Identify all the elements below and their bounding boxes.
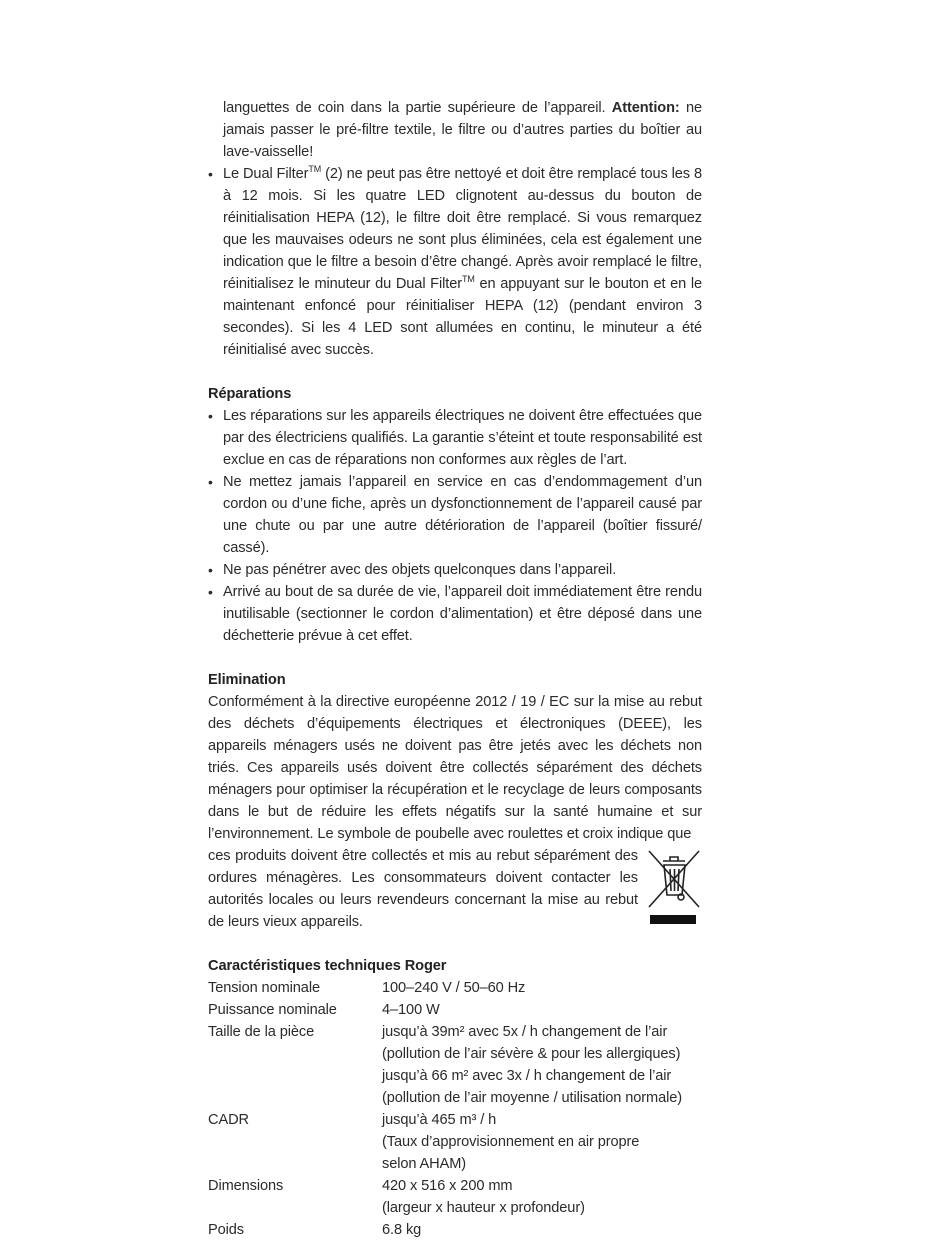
- reset-instructions-text: en appuyant sur le bouton et en le maintenant enfoncé pour réinitialiser HEPA (12) (pendant environ 3 secondes). Si les 4 LED sont allumées en continu, le minuteur a été réinitialisé avec succès.: [223, 276, 702, 358]
- table-row: [208, 999, 702, 1021]
- spec-value: [382, 1175, 702, 1219]
- list-item: • Ne pas pénétrer avec des objets quelconques dans l’appareil.: [208, 559, 702, 581]
- crossed-out-wheelie-bin-icon: [646, 845, 702, 925]
- spec-value: [382, 977, 702, 999]
- spec-label: Puissance nominale: [208, 1002, 337, 1018]
- intro-continuation: [208, 97, 702, 163]
- spec-value: [382, 1109, 702, 1175]
- table-row: [208, 977, 702, 999]
- spec-value-line: 100–240 V / 50–60 Hz: [382, 980, 526, 996]
- spec-label: Poids: [208, 1222, 245, 1238]
- disposal-paragraph-continued: ces produits doivent être collectés et mis au rebut séparément des ordures ménagères. Les consommateurs doivent contacter les autorités locales ou leurs revendeurs concernant la mise au rebut de leurs vieux appareils.: [208, 848, 638, 930]
- disposal-icon-block: [208, 845, 702, 933]
- continuation-text: languettes de coin dans la partie supérieure de l’appareil.: [223, 100, 606, 116]
- spec-value-line: (pollution de l’air moyenne / utilisation normale): [382, 1090, 683, 1106]
- intro-bullet-list: [208, 163, 702, 361]
- spec-value-line: (Taux d’approvisionnement en air propre: [382, 1134, 640, 1150]
- spec-value: [382, 999, 702, 1021]
- trademark-mark: TM: [308, 164, 322, 175]
- table-row: [208, 1175, 702, 1219]
- repairs-bullet-list: [208, 405, 702, 647]
- table-row: [208, 1219, 702, 1241]
- table-row: [208, 1109, 702, 1175]
- filter-instructions-text: (2) ne peut pas être nettoyé et doit être remplacé tous les 8 à 12 mois. Si les quatre LED clignotent au-dessus du bouton de réinitialisation HEPA (12), le filtre doit être remplacé. Si vous remarquez que les mauvaises odeurs ne sont plus éliminées, cela est également une indication que le filtre a besoin d’être changé. Après avoir remplacé le filtre, réinitialisez le minuteur du Dual Filter: [223, 166, 702, 292]
- spec-value-line: selon AHAM): [382, 1156, 467, 1172]
- spec-value-line: 4–100 W: [382, 1002, 440, 1018]
- spec-value-line: (largeur x hauteur x profondeur): [382, 1200, 585, 1216]
- disposal-paragraph: Conformément à la directive européenne 2012 / 19 / EC sur la mise au rebut des déchets d’équipements électriques et électroniques (DEEE), les appareils ménagers usés ne doivent pas être jetés avec les déchets non triés. Ces appareils usés doivent être collectés séparément des déchets ménagers pour optimiser la récupération et le recyclage de leurs composants dans le but de réduire les effets négatifs sur la santé humaine et sur l’environnement. Le symbole de poubelle avec roulettes et croix indique que: [208, 694, 702, 842]
- spec-label: CADR: [208, 1112, 249, 1128]
- list-item: • Arrivé au bout de sa durée de vie, l’appareil doit immédiatement être rendu inutilisable (sectionner le cordon d’alimentation) et être déposé dans une déchetterie prévue à cet effet.: [208, 581, 702, 647]
- specs-table: [208, 977, 702, 1241]
- attention-label: Attention:: [611, 100, 680, 116]
- spec-label: Dimensions: [208, 1178, 284, 1194]
- list-item: • Les réparations sur les appareils électriques ne doivent être effectuées que par des électriciens qualifiés. La garantie s’éteint et toute responsabilité est exclue en cas de réparations non conformes aux règles de l’art.: [208, 405, 702, 471]
- spec-value-line: 420 x 516 x 200 mm: [382, 1178, 513, 1194]
- dual-filter-text: Le Dual Filter: [223, 166, 309, 182]
- spec-value: [382, 1021, 702, 1109]
- text-column: [208, 97, 702, 1241]
- specs-heading: Caractéristiques techniques Roger: [208, 958, 447, 974]
- spec-value-line: (pollution de l’air sévère & pour les allergiques): [382, 1046, 681, 1062]
- repairs-heading: Réparations: [208, 386, 292, 402]
- table-row: [208, 1021, 702, 1109]
- spec-label: Tension nominale: [208, 980, 320, 996]
- spec-value-line: jusqu’à 66 m² avec 3x / h changement de l’air: [382, 1068, 672, 1084]
- spec-value-line: 6.8 kg: [382, 1222, 422, 1238]
- spec-value: [382, 1219, 702, 1241]
- list-item: [208, 163, 702, 361]
- list-item: • Ne mettez jamais l’appareil en service en cas d’endommagement d’un cordon ou d’une fiche, après un dysfonctionnement de l’appareil causé par une chute ou par une autre détérioration de l’appareil (boîtier fissuré/ cassé).: [208, 471, 702, 559]
- spec-value-line: jusqu’à 39m² avec 5x / h changement de l’air: [382, 1024, 668, 1040]
- attention-text: ne jamais passer le pré-filtre textile, le filtre ou d’autres parties du boîtier au lave-vaisselle!: [223, 100, 702, 160]
- trademark-mark: TM: [462, 274, 475, 285]
- spec-value-line: jusqu’à 465 m³ / h: [382, 1112, 497, 1128]
- spec-label: Taille de la pièce: [208, 1024, 315, 1040]
- disposal-heading: Elimination: [208, 672, 286, 688]
